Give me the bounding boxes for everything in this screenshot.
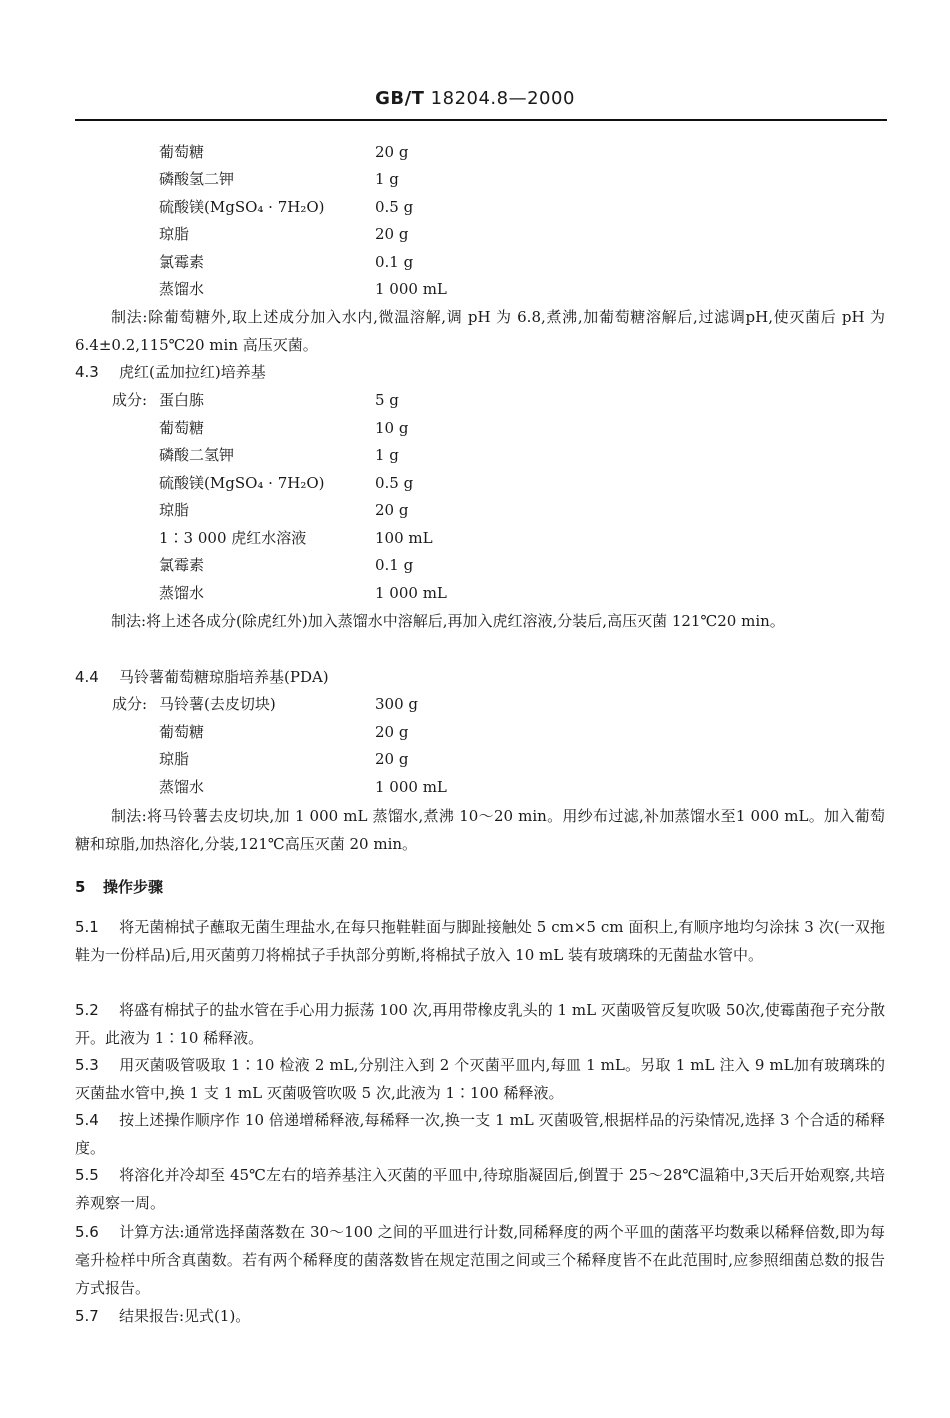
- method-paragraph: 制法:将马铃薯去皮切块,加 1 000 mL 蒸馏水,煮沸 10～20 min。用纱布过滤,补加蒸馏水至1 000 mL。加入葡萄糖和琼脂,加热溶化,分装,121℃高压灭菌 20 min。: [75, 807, 885, 853]
- step-number: 5.7: [75, 1307, 99, 1325]
- step-number: 5.6: [75, 1223, 99, 1241]
- step-text: 将溶化并冷却至 45℃左右的培养基注入灭菌的平皿中,待琼脂凝固后,倒置于 25～28℃温箱中,3天后开始观察,共培养观察一周。: [75, 1166, 885, 1212]
- standard-code-header: [0, 88, 950, 109]
- step-text: 用灭菌吸管吸取 1∶10 检液 2 mL,分别注入到 2 个灭菌平皿内,每皿 1 mL。另取 1 mL 注入 9 mL加有玻璃珠的灭菌盐水管中,换 1 支 1 mL 灭菌吸管吹吸 5 次,此液为 1∶100 稀释液。: [75, 1056, 885, 1102]
- ingredient-amount: 5 g: [375, 391, 399, 409]
- ingredient-name: 磷酸氢二钾: [159, 170, 235, 188]
- ingredient-amount: 100 mL: [375, 529, 433, 547]
- ingredient-amount: 0.1 g: [375, 253, 414, 271]
- ingredient-name: 硫酸镁(MgSO₄ · 7H₂O): [159, 198, 325, 216]
- section-number: 4.4: [75, 668, 99, 686]
- ingredient-name: 磷酸二氢钾: [159, 446, 235, 464]
- ingredient-amount: 1 g: [375, 170, 399, 188]
- ingredient-name: 蒸馏水: [159, 584, 205, 602]
- step-text: 计算方法:通常选择菌落数在 30～100 之间的平皿进行计数,同稀释度的两个平皿的菌落平均数乘以稀释倍数,即为每毫升检样中所含真菌数。若有两个稀释度的菌落数皆在规定范围之间或三个稀释度皆不在此范围时,应参照细菌总数的报告方式报告。: [75, 1223, 885, 1297]
- step-5-2: [75, 996, 885, 1052]
- step-5-5: [75, 1161, 885, 1217]
- ingredient-amount: 20 g: [375, 750, 409, 768]
- step-number: 5.1: [75, 918, 99, 936]
- ingredient-name: 氯霉素: [159, 253, 205, 271]
- section-heading-4-4: [75, 667, 329, 687]
- ingredient-name: 琼脂: [159, 225, 190, 243]
- ingredient-amount: 20 g: [375, 225, 409, 243]
- step-5-4: [75, 1106, 885, 1162]
- ingredient-amount: 20 g: [375, 143, 409, 161]
- ingredient-name: 蒸馏水: [159, 778, 205, 796]
- standard-code-prefix: GB/T: [375, 88, 425, 109]
- ingredient-amount: 10 g: [375, 419, 409, 437]
- section-number: 5: [75, 878, 86, 896]
- ingredient-amount: 1 000 mL: [375, 584, 447, 602]
- ingredient-amount: 20 g: [375, 723, 409, 741]
- section-title: 操作步骤: [103, 878, 164, 896]
- ingredient-name: 1∶3 000 虎红水溶液: [159, 529, 307, 547]
- step-number: 5.3: [75, 1056, 99, 1074]
- ingredients-label: 成分:: [112, 695, 148, 713]
- section-title: 虎红(孟加拉红)培养基: [119, 363, 266, 381]
- step-text: 按上述操作顺序作 10 倍递增稀释液,每稀释一次,换一支 1 mL 灭菌吸管,根据样品的污染情况,选择 3 个合适的稀释度。: [75, 1111, 885, 1157]
- ingredient-name: 蒸馏水: [159, 280, 205, 298]
- step-5-6: [75, 1218, 885, 1302]
- step-number: 5.2: [75, 1001, 99, 1019]
- standard-code-number: 18204.8—2000: [430, 88, 575, 109]
- ingredient-amount: 0.5 g: [375, 198, 414, 216]
- method-paragraph: 制法:将上述各成分(除虎红外)加入蒸馏水中溶解后,再加入虎红溶液,分装后,高压灭菌 121℃20 min。: [111, 612, 785, 630]
- step-text: 结果报告:见式(1)。: [119, 1307, 251, 1325]
- method-paragraph: 制法:除葡萄糖外,取上述成分加入水内,微温溶解,调 pH 为 6.8,煮沸,加葡萄糖溶解后,过滤调pH,使灭菌后 pH 为 6.4±0.2,115℃20 min 高压灭菌。: [75, 308, 885, 354]
- section-heading-5: [75, 877, 163, 897]
- header-rule: [75, 119, 887, 121]
- ingredient-amount: 20 g: [375, 501, 409, 519]
- step-5-1: [75, 913, 885, 969]
- section-number: 4.3: [75, 363, 99, 381]
- ingredient-amount: 1 g: [375, 446, 399, 464]
- step-text: 将无菌棉拭子蘸取无菌生理盐水,在每只拖鞋鞋面与脚趾接触处 5 cm×5 cm 面积上,有顺序地均匀涂抹 3 次(一双拖鞋为一份样品)后,用灭菌剪刀将棉拭子手执部分剪断,将棉拭子放入 10 mL 装有玻璃珠的无菌盐水管中。: [75, 918, 885, 964]
- ingredient-amount: 1 000 mL: [375, 280, 447, 298]
- ingredients-label: 成分:: [112, 391, 148, 409]
- section-title: 马铃薯葡萄糖琼脂培养基(PDA): [119, 668, 329, 686]
- ingredient-name: 马铃薯(去皮切块): [159, 695, 276, 713]
- step-5-3: [75, 1051, 885, 1107]
- ingredient-name: 蛋白胨: [159, 391, 205, 409]
- step-text: 将盛有棉拭子的盐水管在手心用力振荡 100 次,再用带橡皮乳头的 1 mL 灭菌吸管反复吹吸 50次,使霉菌孢子充分散开。此液为 1∶10 稀释液。: [75, 1001, 885, 1047]
- ingredient-name: 葡萄糖: [159, 723, 205, 741]
- ingredient-amount: 300 g: [375, 695, 419, 713]
- step-5-7: [75, 1302, 885, 1330]
- ingredient-name: 琼脂: [159, 501, 190, 519]
- ingredient-name: 葡萄糖: [159, 419, 205, 437]
- ingredient-name: 琼脂: [159, 750, 190, 768]
- step-number: 5.5: [75, 1166, 99, 1184]
- ingredient-amount: 0.1 g: [375, 556, 414, 574]
- ingredient-amount: 0.5 g: [375, 474, 414, 492]
- ingredient-name: 氯霉素: [159, 556, 205, 574]
- ingredient-amount: 1 000 mL: [375, 778, 447, 796]
- step-number: 5.4: [75, 1111, 99, 1129]
- ingredient-name: 葡萄糖: [159, 143, 205, 161]
- ingredient-name: 硫酸镁(MgSO₄ · 7H₂O): [159, 474, 325, 492]
- section-heading-4-3: [75, 362, 266, 382]
